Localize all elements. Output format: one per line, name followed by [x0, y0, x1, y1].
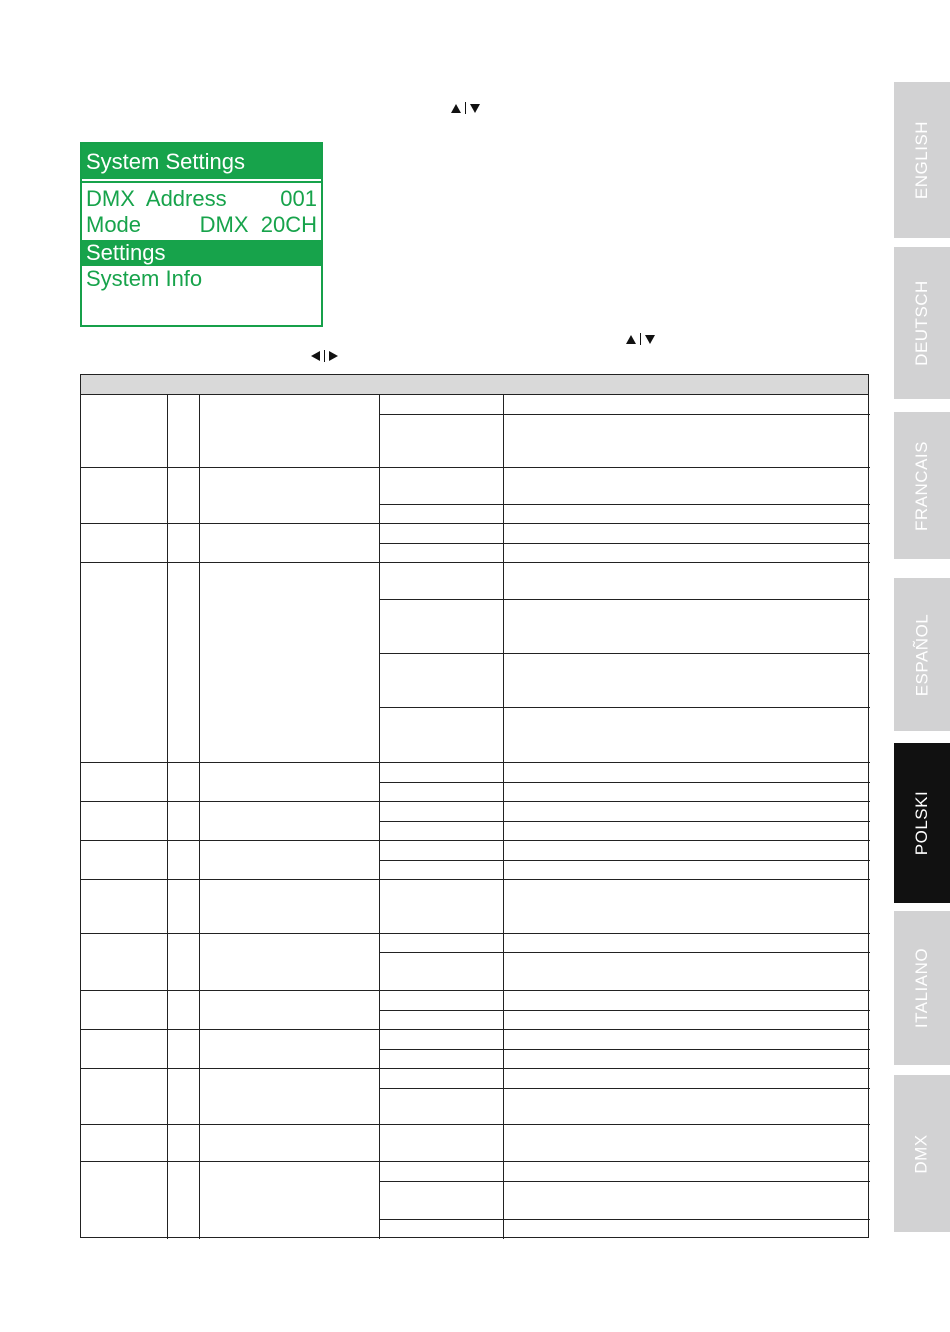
table-header	[81, 375, 868, 395]
down-arrow-icon	[645, 335, 655, 344]
table-row-divider	[81, 562, 870, 563]
table-subrow-divider	[379, 599, 870, 600]
tab-english[interactable]	[894, 82, 950, 238]
right-arrow-icon	[329, 351, 338, 361]
tab-label: ESPAÑOL	[912, 613, 931, 696]
table-subrow-divider	[379, 1181, 870, 1182]
table-row-divider	[81, 933, 870, 934]
tab-label: FRANCAIS	[912, 440, 931, 531]
table-subrow-divider	[379, 653, 870, 654]
arrow-separator	[465, 102, 466, 114]
tab-francais[interactable]	[894, 412, 950, 559]
left-arrow-icon	[311, 351, 320, 361]
table-column-divider	[503, 395, 504, 1239]
table-subrow-divider	[379, 952, 870, 953]
table-row-divider	[81, 762, 870, 763]
lcd-row-label: Settings	[86, 240, 166, 265]
table-row-divider	[81, 990, 870, 991]
settings-table	[80, 374, 869, 1238]
table-row-divider	[81, 840, 870, 841]
tab-label: ITALIANO	[912, 947, 932, 1029]
left-right-arrows	[311, 349, 338, 363]
table-row-divider	[81, 1124, 870, 1125]
table-subrow-divider	[379, 821, 870, 822]
table-subrow-divider	[379, 504, 870, 505]
lcd-row-value: DMX 20CH	[199, 212, 317, 237]
table-subrow-divider	[379, 1049, 870, 1050]
lcd-display	[80, 142, 323, 327]
table-subrow-divider	[379, 414, 870, 415]
table-subrow-divider	[379, 782, 870, 783]
tab-polski[interactable]	[894, 743, 950, 903]
lcd-divider	[82, 181, 321, 183]
lcd-row-dmx-address	[82, 186, 321, 212]
table-subrow-divider	[379, 543, 870, 544]
tab-label: DMX	[912, 1133, 931, 1174]
tab-espaol[interactable]	[894, 578, 950, 731]
table-row-divider	[81, 467, 870, 468]
lcd-row-mode	[82, 212, 321, 238]
table-row-divider	[81, 879, 870, 880]
table-subrow-divider	[379, 1219, 870, 1220]
lcd-title: System Settings	[82, 144, 321, 179]
lcd-row-label: DMX Address	[86, 186, 227, 211]
table-subrow-divider	[379, 707, 870, 708]
table-row-divider	[81, 801, 870, 802]
table-subrow-divider	[379, 860, 870, 861]
tab-label: POLSKI	[912, 790, 932, 856]
up-down-arrows	[626, 332, 655, 346]
tab-deutsch[interactable]	[894, 247, 950, 399]
table-row-divider	[81, 1068, 870, 1069]
lcd-row-label: Mode	[86, 212, 142, 237]
table-row-divider	[81, 1029, 870, 1030]
table-column-divider	[167, 395, 168, 1239]
lcd-row-value: 001	[280, 186, 317, 211]
table-row-divider	[81, 1161, 870, 1162]
lcd-row-system-info	[82, 266, 321, 292]
tab-label: DEUTSCH	[912, 280, 932, 366]
table-column-divider	[199, 395, 200, 1239]
tab-italiano[interactable]	[894, 911, 950, 1065]
up-arrow-icon	[626, 335, 636, 344]
tab-label: ENGLISH	[912, 120, 932, 200]
table-column-divider	[379, 395, 380, 1239]
lcd-row-settings-selected	[82, 240, 321, 266]
arrow-separator	[640, 333, 641, 345]
table-subrow-divider	[379, 1088, 870, 1089]
down-arrow-icon	[470, 104, 480, 113]
arrow-separator	[324, 350, 325, 362]
up-down-arrows	[451, 101, 480, 115]
lcd-row-label: System Info	[86, 266, 203, 291]
table-subrow-divider	[379, 1010, 870, 1011]
up-arrow-icon	[451, 104, 461, 113]
tab-dmx[interactable]	[894, 1075, 950, 1232]
table-row-divider	[81, 523, 870, 524]
